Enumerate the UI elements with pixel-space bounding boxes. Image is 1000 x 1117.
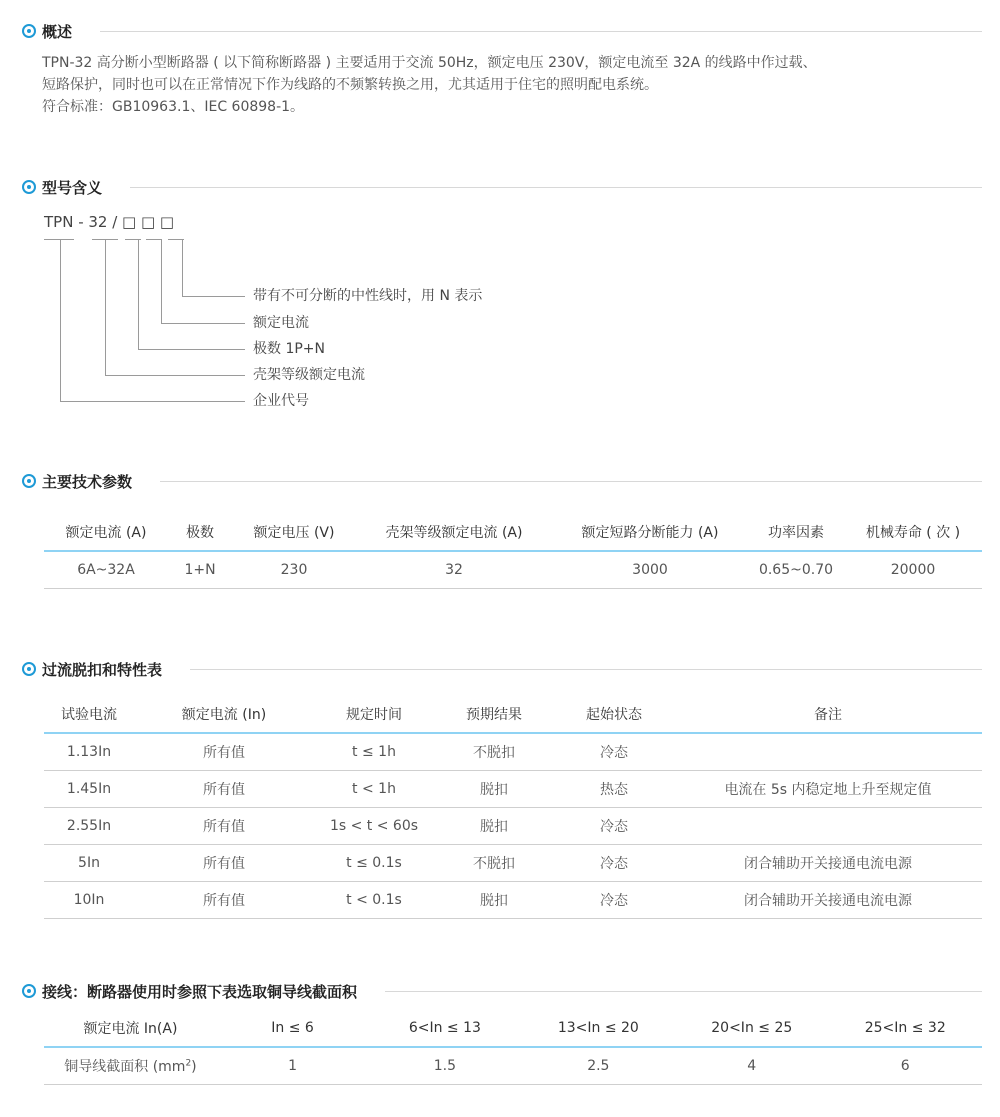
circle-bullet-icon [22,180,36,194]
table-cell: 电流在 5s 内稳定地上升至规定值 [674,771,982,808]
section-title: 概述 [42,22,73,41]
table-header-row [44,696,982,733]
table-cell: 2.55In [44,808,134,845]
model-code: TPN - 32 / □ □ □ [44,213,175,231]
section-header-params [22,470,982,492]
column-header: 20<In ≤ 25 [675,1010,828,1047]
table-cell: 闭合辅助开关接通电流电源 [674,845,982,882]
table-cell: 5In [44,845,134,882]
column-header: 额定电流 In(A) [44,1010,217,1047]
table-cell: 脱扣 [434,882,554,919]
column-header: 壳架等级额定电流 (A) [356,514,552,551]
column-header: 13<In ≤ 20 [522,1010,675,1047]
section-title: 过流脱扣和特性表 [42,660,163,679]
table-cell: 1s < t < 60s [314,808,434,845]
table-cell: 脱扣 [434,771,554,808]
table-cell: 冷态 [554,733,674,771]
table-cell: t < 1h [314,771,434,808]
table-header-row [44,514,982,551]
table-cell: 所有值 [134,882,314,919]
column-header: 规定时间 [314,696,434,733]
table-cell: 冷态 [554,808,674,845]
table-cell: 脱扣 [434,808,554,845]
table-cell [674,733,982,771]
table-cell: 0.65~0.70 [748,551,844,589]
table-cell: 所有值 [134,845,314,882]
divider [190,669,982,670]
table-cell: 1 [217,1047,368,1085]
model-label-poles: 极数 1P+N [253,341,326,357]
table-row [44,551,982,589]
table-cell: 1.5 [368,1047,521,1085]
overview-line: TPN-32 高分断小型断路器 ( 以下简称断路器 ) 主要适用于交流 50Hz，额定电压 230V，额定电流至 32A 的线路中作过载、 [42,55,817,71]
model-label-frame-current: 壳架等级额定电流 [253,367,365,383]
table-row [44,771,982,808]
table-cell: 所有值 [134,733,314,771]
table-cell: 1+N [168,551,232,589]
table-cell: t < 0.1s [314,882,434,919]
table-row [44,882,982,919]
table-cell: 冷态 [554,845,674,882]
model-label-rated-current: 额定电流 [253,315,309,331]
table-cell: t ≤ 0.1s [314,845,434,882]
table-cell: 230 [232,551,356,589]
table-cell: 闭合辅助开关接通电流电源 [674,882,982,919]
column-header: 极数 [168,514,232,551]
table-cell [674,808,982,845]
section-title: 接线：断路器使用时参照下表选取铜导线截面积 [42,982,358,1001]
section-header-model [22,176,982,198]
table-cell: t ≤ 1h [314,733,434,771]
wiring-table [44,1010,982,1085]
table-cell: 所有值 [134,808,314,845]
column-header: In ≤ 6 [217,1010,368,1047]
column-header: 备注 [674,696,982,733]
section-header-wiring [22,980,982,1002]
section-title: 主要技术参数 [42,472,133,491]
column-header: 额定电压 (V) [232,514,356,551]
table-cell: 20000 [844,551,982,589]
section-header-overview [22,20,982,42]
table-cell: 32 [356,551,552,589]
table-row [44,1047,982,1085]
model-label-company-code: 企业代号 [253,393,309,409]
table-row [44,845,982,882]
table-row [44,808,982,845]
column-header: 预期结果 [434,696,554,733]
divider [100,31,982,32]
column-header: 机械寿命 ( 次 ) [844,514,982,551]
table-cell: 6 [828,1047,982,1085]
table-cell: 2.5 [522,1047,675,1085]
column-header: 功率因素 [748,514,844,551]
table-cell: 热态 [554,771,674,808]
table-header-row [44,1010,982,1047]
section-title: 型号含义 [42,178,103,197]
column-header: 额定短路分断能力 (A) [552,514,748,551]
model-label-neutral: 带有不可分断的中性线时，用 N 表示 [253,288,483,304]
table-cell: 6A~32A [44,551,168,589]
column-header: 起始状态 [554,696,674,733]
circle-bullet-icon [22,24,36,38]
circle-bullet-icon [22,984,36,998]
table-row [44,733,982,771]
divider [130,187,982,188]
table-cell: 不脱扣 [434,733,554,771]
table-cell: 1.13In [44,733,134,771]
divider [385,991,982,992]
column-header: 试验电流 [44,696,134,733]
overview-text [42,52,992,118]
column-header: 25<In ≤ 32 [828,1010,982,1047]
circle-bullet-icon [22,474,36,488]
column-header: 额定电流 (A) [44,514,168,551]
circle-bullet-icon [22,662,36,676]
table-cell: 10In [44,882,134,919]
overview-line: 短路保护，同时也可以在正常情况下作为线路的不频繁转换之用，尤其适用于住宅的照明配电系统。 [42,77,658,93]
params-table [44,514,982,589]
overview-line: 符合标准：GB10963.1、IEC 60898-1。 [42,99,305,115]
column-header: 额定电流 (In) [134,696,314,733]
section-header-trip [22,658,982,680]
column-header: 6<In ≤ 13 [368,1010,521,1047]
table-cell: 所有值 [134,771,314,808]
table-cell: 不脱扣 [434,845,554,882]
table-cell: 3000 [552,551,748,589]
table-cell: 1.45In [44,771,134,808]
row-label: 铜导线截面积 $(mm^2)$ [44,1047,217,1085]
trip-table [44,696,982,919]
table-cell: 冷态 [554,882,674,919]
table-cell: 4 [675,1047,828,1085]
divider [160,481,982,482]
